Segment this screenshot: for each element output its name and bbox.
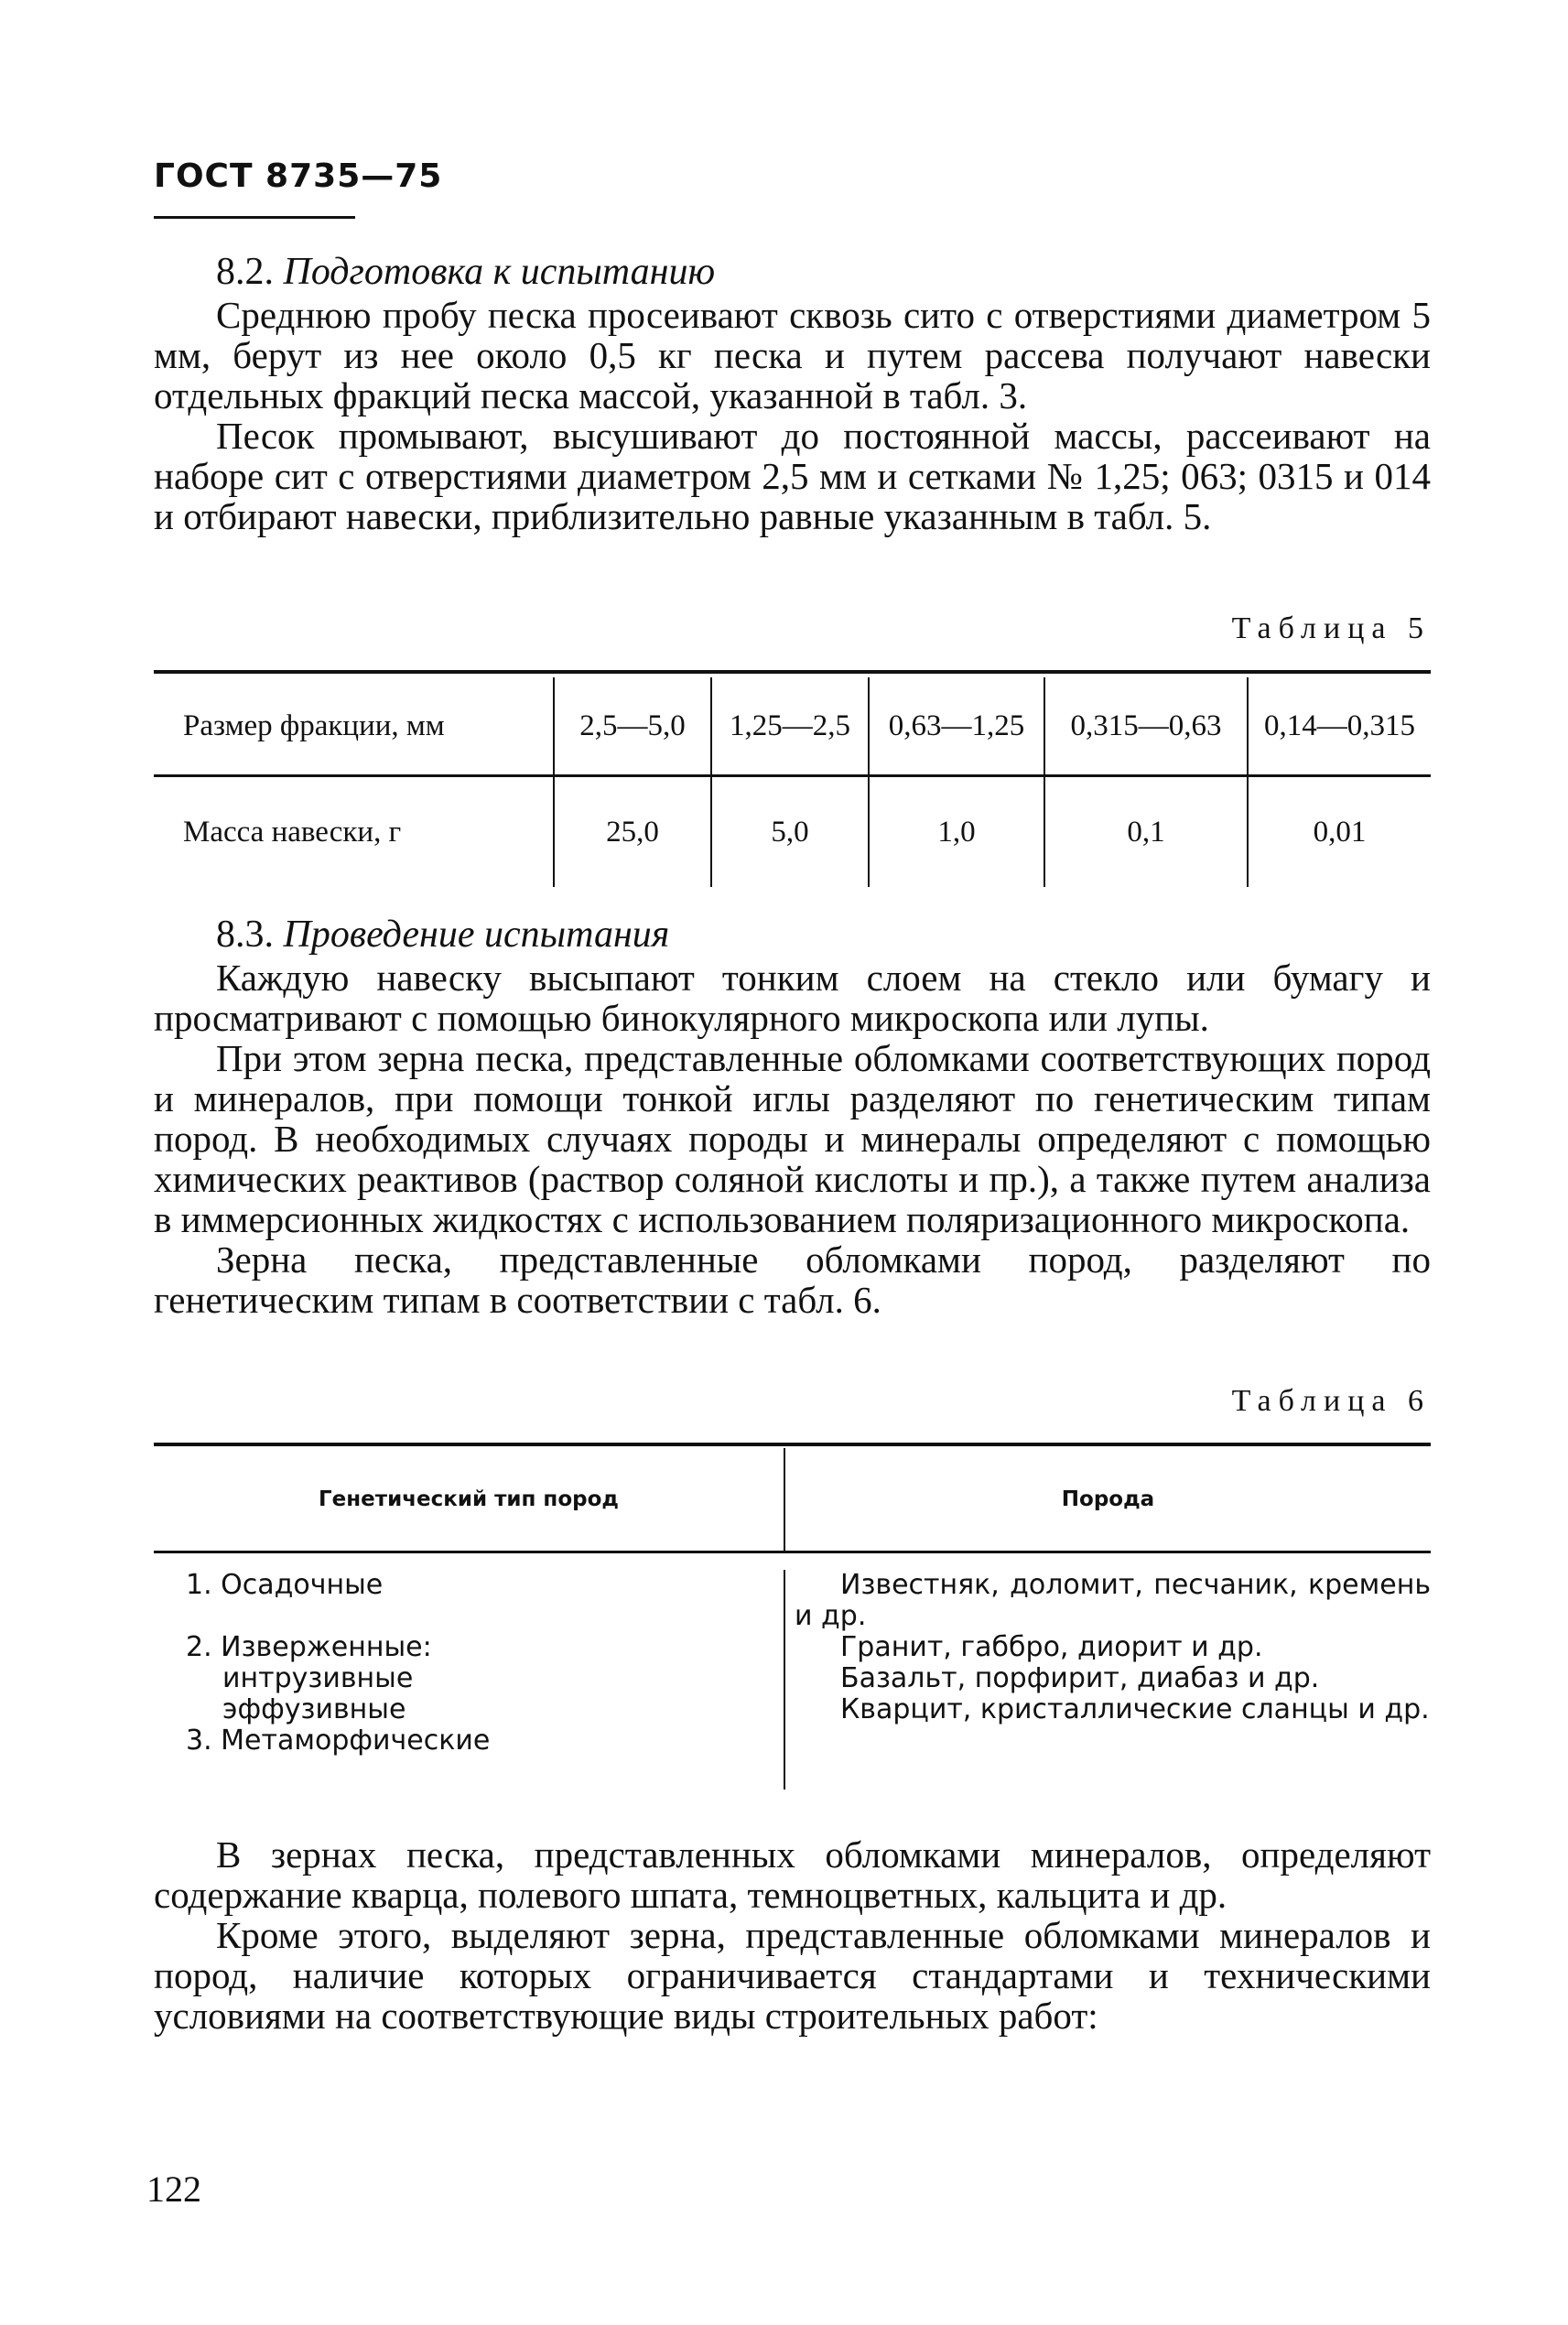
table-cell: 1,0	[869, 776, 1044, 888]
type-item: эффузивные	[222, 1693, 406, 1725]
table-cell: 0,315—0,63	[1044, 677, 1248, 776]
table-cell: 0,14—0,315	[1248, 677, 1431, 776]
paragraph: В зернах песка, представленных обломками минералов, определяют содержание кварца, полевого шпата, темноцветных, кальцита и др.	[154, 1833, 1431, 1916]
section-title: Проведение испытания	[283, 914, 670, 956]
column-header: Генетический тип пород	[154, 1448, 785, 1551]
rock-item: Кварцит, кристаллические сланцы и др.	[840, 1693, 1430, 1725]
section-8-2	[154, 249, 1431, 536]
table-6	[154, 1448, 1431, 1790]
paragraph: Песок промывают, высушивают до постоянной массы, рассеивают на наборе сит с отверстиями диаметром 2,5 мм и сетками № 1,25; 063; 0315 и 014 и отбирают навески, приблизительно равные указанным в табл. 5.	[154, 415, 1431, 537]
rock-item: Базальт, порфирит, диабаз и др.	[840, 1662, 1320, 1694]
row-label: Масса навески, г	[183, 815, 402, 849]
section-8-3-heading	[154, 912, 1431, 957]
type-item: 1. Осадочные	[186, 1569, 384, 1601]
table-cell: 5,0	[711, 776, 869, 888]
type-item: 3. Метаморфические	[186, 1725, 491, 1757]
page-number: 122	[146, 2168, 201, 2210]
section-title: Подготовка к испытанию	[283, 251, 716, 293]
column-header: Порода	[1061, 1487, 1155, 1511]
table-5-label: Таблица 5	[1231, 611, 1431, 645]
table-cell: 0,1	[1044, 776, 1248, 888]
type-item: 2. Изверженные:	[186, 1631, 432, 1663]
table-row	[154, 677, 1431, 776]
rocks-column	[785, 1570, 1431, 1790]
table-cell: 25,0	[554, 776, 711, 888]
section-8-2-heading	[154, 249, 1431, 295]
table-6-body	[154, 1553, 1431, 1790]
table-cell: 0,01	[1248, 776, 1431, 888]
row-label: Размер фракции, мм	[154, 677, 554, 776]
paragraph: Кроме этого, выделяют зерна, представленные обломками минералов и пород, наличие которых ограничивается стандартами и техническими условиями на соответствующие виды строительных работ:	[154, 1914, 1431, 2037]
table-cell: 2,5—5,0	[554, 677, 711, 776]
header-underline	[154, 216, 355, 219]
table-5-top-rule	[154, 670, 1431, 674]
section-number: 8.2.	[216, 251, 274, 293]
paragraph: Среднюю пробу песка просеивают сквозь сито с отверстиями диаметром 5 мм, берут из нее около 0,5 кг песка и путем рассева получают навески отдельных фракций песка массой, указанной в табл. 3.	[154, 294, 1431, 416]
section-8-3	[154, 912, 1431, 1320]
closing-text	[154, 1834, 1431, 2036]
table-cell: 1,25—2,5	[711, 677, 869, 776]
paragraph: При этом зерна песка, представленные обломками соответствующих пород и минералов, при помощи тонкой иглы разделяют по генетическим типам пород. В необходимых случаях породы и минералы определяют с помощью химических реактивов (раствор соляной кислоты и пр.), а также путем анализа в иммерсионных жидкостях с использованием поляризационного микроскопа.	[154, 1037, 1431, 1240]
table-cell: 0,63—1,25	[869, 677, 1044, 776]
table-6-label: Таблица 6	[1231, 1384, 1431, 1418]
rock-item: Гранит, габбро, диорит и др.	[840, 1631, 1263, 1663]
type-item: интрузивные	[222, 1662, 414, 1694]
table-6-header	[154, 1448, 1431, 1553]
rock-item: Известняк, доломит, песчаник, кремень и др.	[795, 1569, 1431, 1632]
table-row	[154, 776, 1431, 888]
document-code: ГОСТ 8735—75	[154, 157, 443, 195]
table-6-top-rule	[154, 1443, 1431, 1446]
paragraph: Зерна песка, представленные обломками пород, разделяют по генетическим типам в соответствии с табл. 6.	[154, 1238, 1431, 1321]
paragraph: Каждую навеску высыпают тонким слоем на стекло или бумагу и просматривают с помощью бинокулярного микроскопа или лупы.	[154, 957, 1431, 1039]
section-number: 8.3.	[216, 914, 274, 956]
types-column	[154, 1570, 785, 1790]
table-5	[154, 677, 1431, 887]
